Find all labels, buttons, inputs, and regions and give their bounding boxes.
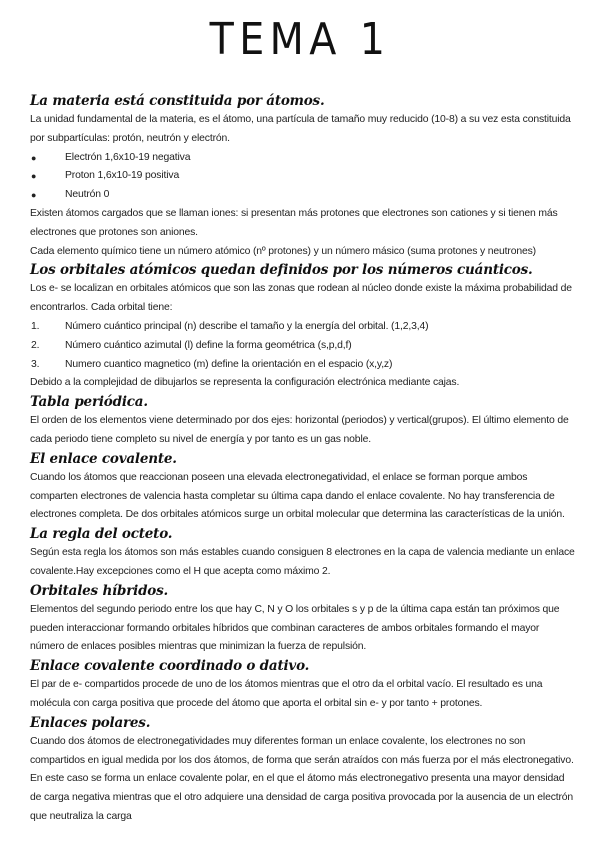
section-heading-octeto: La regla del octeto. [30,526,173,543]
section-heading-orbitales: Los orbitales atómicos quedan definidos por los números cuánticos. [30,262,533,279]
bullet-list [30,149,575,205]
paragraph: El orden de los elementos viene determinado por dos ejes: horizontal (periodos) y vertical(grupos). El último elemento de cada periodo tiene completo su nivel de energía y por tanto es un gas noble. [30,415,569,445]
list-item-text: Neutrón 0 [65,189,110,201]
list-item [30,186,575,205]
paragraph: Elementos del segundo periodo entre los que hay C, N y O los orbitales s y p de la última capa están tan próximos que pueden interaccionar formando orbitales híbridos que combinan caracteres de ambos orbitales formando el mayor número de enlaces posibles mientras que minimizan la fuerza de repulsión. [30,603,560,653]
list-number: 2. [31,339,40,351]
paragraph: Según esta regla los átomos son más estables cuando consiguen 8 electrones en la capa de valencia mediante un enlace covalente.Hay excepciones como el H que acepta como máximo 2. [30,547,575,577]
bullet-icon: ● [31,152,37,163]
list-item-text: Número cuántico principal (n) describe el tamaño y la energía del orbital. (1,2,3,4) [65,320,429,332]
list-item-text: Número cuántico azimutal (l) define la forma geométrica (s,p,d,f) [65,339,352,351]
paragraph: Los e- se localizan en orbitales atómicos que son las zonas que rodean al núcleo donde existe la máxima probabilidad de encontrarlos. Cada orbital tiene: [30,283,572,314]
list-item [30,149,575,168]
section-heading-enlace-covalente: El enlace covalente. [30,450,177,467]
list-item-text: Electrón 1,6x10-19 negativa [65,151,191,163]
list-number: 3. [31,358,40,370]
section-heading-polares: Enlaces polares. [30,714,151,731]
paragraph: El par de e- compartidos procede de uno de los átomos mientras que el otro da el orbital vacío. El resultado es una molécula con carga positiva que procede del átomo que aporta el orbital sin e- y por tanto + protones. [30,679,543,709]
list-number: 1. [31,320,40,332]
document-body [30,92,575,827]
list-item [30,356,575,375]
list-item [30,167,575,186]
section-heading-dativo: Enlace covalente coordinado o dativo. [30,658,310,675]
section-heading-materia: La materia está constituida por átomos. [30,93,325,109]
page-title: TEMA 1 [209,14,391,65]
paragraph: Cuando los átomos que reaccionan poseen una elevada electronegatividad, el enlace se forman porque ambos comparten electrones de valencia hasta completar su última capa dando el enlace covalente. No hay transferencia de electrones completa. De dos orbitales atómicos surge un orbital molecular que determina las características de la unión. [30,471,565,521]
bullet-icon: ● [31,190,37,201]
numbered-list [30,318,575,374]
list-item [30,318,575,337]
bullet-icon: ● [31,171,37,182]
paragraph: Existen átomos cargados que se llaman iones: si presentan más protones que electrones son cationes y si tienen más electrones que protones son aniones. [30,207,558,238]
paragraph: Cuando dos átomos de electronegatividades muy diferentes forman un enlace covalente, los electrones no son compartidos en igual medida por los dos átomos, de forma que serán atraídos con más fuerza por el más electronegativo. En este caso se forma un enlace covalente polar, en el que el átomo más electronegativo presenta una mayor densidad de carga negativa mientras que el otro adquiere una densidad de carga positiva provocada por la ausencia de un electrón que neutraliza la carga [30,735,574,822]
list-item-text: Numero cuantico magnetico (m) define la orientación en el espacio (x,y,z) [65,358,393,370]
section-heading-tabla: Tabla periódica. [30,394,148,411]
list-item [30,337,575,356]
paragraph: Debido a la complejidad de dibujarlos se representa la configuración electrónica mediante cajas. [30,377,460,389]
paragraph: Cada elemento químico tiene un número atómico (nº protones) y un número másico (suma protones y neutrones) [30,245,536,257]
paragraph: La unidad fundamental de la materia, es el átomo, una partícula de tamaño muy reducido (10-8) a su vez esta constituida por subpartículas: protón, neutrón y electrón. [30,114,571,144]
list-item-text: Proton 1,6x10-19 positiva [65,170,180,182]
section-heading-hibridos: Orbitales híbridos. [30,582,169,599]
